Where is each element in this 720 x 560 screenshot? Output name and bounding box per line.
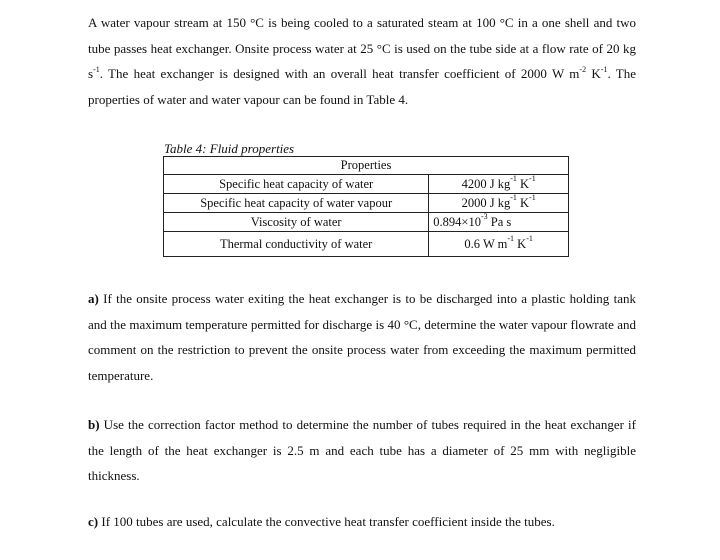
property-name: Viscosity of water [164, 213, 429, 232]
table-row [164, 213, 569, 232]
intro-text-3: K [586, 66, 601, 81]
unit-exponent: -1 [600, 64, 608, 74]
question-text: If the onsite process water exiting the heat exchanger is to be discharged into a plastic holding tank and the maximum temperature permitted for discharge is 40 °C, determine the water vapour flowrate and comment on the restriction to prevent the onsite process water from exceeding the maximum permitted temperature. [88, 291, 636, 383]
unit-exponent: -1 [93, 64, 100, 74]
intro-text-1: A water vapour stream at 150 °C is being cooled to a saturated steam at 100 °C in a one shell and two tube passes heat exchanger. Onsite process water at 25 °C is used on the tube side at a flow rate of 20 kg s [88, 15, 636, 81]
table-row [164, 194, 569, 213]
unit-exponent: -2 [579, 64, 587, 74]
question-text: If 100 tubes are used, calculate the convective heat transfer coefficient inside the tubes. [98, 514, 555, 529]
property-name: Specific heat capacity of water [164, 175, 429, 194]
question-b [88, 412, 636, 489]
property-value: 0.6 W $m^{-1}$ $K^{-1}$ [429, 232, 569, 257]
question-text: Use the correction factor method to determine the number of tubes required in the heat exchanger if the length of the heat exchanger is 2.5 m and each tube has a diameter of 25 mm with negligible thickness. [88, 417, 636, 483]
property-value: 2000 J $kg^{-1}$ $K^{-1}$ [429, 194, 569, 213]
table-header: Properties [164, 157, 569, 175]
property-value: 4200 J $kg^{-1}$ $K^{-1}$ [429, 175, 569, 194]
table-caption: Table 4: Fluid properties [164, 141, 295, 156]
fluid-properties-table [163, 156, 569, 257]
question-a [88, 286, 636, 388]
table-header-row [164, 157, 569, 175]
property-value: $0.894\times 10^{-3}$ Pa s [429, 213, 569, 232]
intro-text-4: . The properties of water and water vapour can be found in Table 4. [88, 66, 637, 107]
table-row [164, 232, 569, 257]
question-label: c) [88, 514, 99, 529]
question-label: b) [88, 417, 100, 432]
question-label: a) [88, 291, 99, 306]
problem-statement [88, 10, 636, 112]
intro-text-2: . The heat exchanger is designed with an overall heat transfer coefficient of 2000 W m [99, 66, 580, 81]
table-row [164, 175, 569, 194]
question-c [88, 509, 636, 535]
property-name: Specific heat capacity of water vapour [164, 194, 429, 213]
property-name: Thermal conductivity of water [164, 232, 429, 257]
